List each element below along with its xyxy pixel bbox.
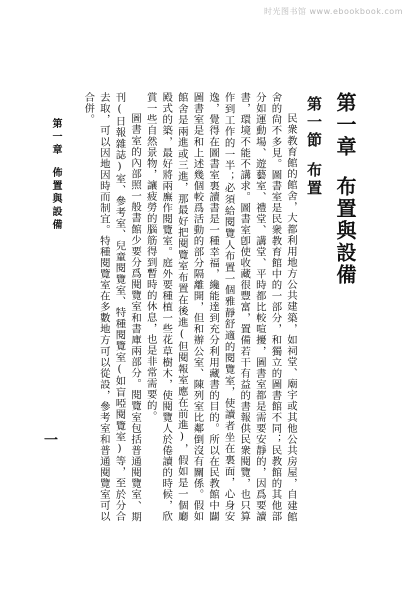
chapter-title: 布置與設備 xyxy=(333,176,357,286)
running-footer xyxy=(48,118,63,232)
watermark-text: 时光图书馆 www.ebookbook.com xyxy=(263,7,403,16)
chapter-heading xyxy=(331,92,360,522)
chapter-number: 第一章 xyxy=(333,92,357,158)
page-number: 一 xyxy=(44,433,58,449)
footer-title: 佈置與設備 xyxy=(50,167,61,232)
paragraph: 民衆教育館的館舍，大都利用地方公共建築，如祠堂、廟宇或其他公共房屋，自建館舍的尙不多見。圖書室是民衆教育館中的一部分，和獨立的圖書館不同；民教館的其他部分如運動場、遊藝室、禮堂、講堂、平時都比較喧擾，圖書室都是需要安靜的，因爲要讀書，環境不能不講求。圖書室卽使收藏很豐富，置備若干有益的書報供民衆閱覽，也只算作到工作的一半；必須給閱覽人布置一個雅靜舒適的閱覽室，使讀者坐在裏面，心身安逸，覺得在圖書室裏讀書是一種幸福，纔能達到充分利用藏書的目的。所以在民教館中闢圖書室是和上述幾個較爲活動的部分隔離開，但和辦公室、陳列室比鄰倒沒有關係。假如館舍是兩進或三進，那最好把閱覽室布置在後進(但閱報室應在前進)，假如是一個廳殿式的築，最好將兩廡作閱覽室。庭外要種植一些花草樹木，使閱覽人於倦讀的時候，欣賞一些自然景物，讓疲勞的腦筋得到暫時的休息，也是非常需要的。 xyxy=(144,92,297,522)
section-heading xyxy=(304,92,325,522)
paragraph: 圖書室的內部照一般書館少要分爲閱覽室和書庫兩部分。閱覽室包括普通閱覽室、期刊(日報雜誌)室、參考室、兒童閱覽室、特種閱覽室(如盲啞閱覽室)等，至於分合去取，可以因地因時而制宜。特種閱覽室在多數地方可以從設，參考室和普通閱覽室可以合併。 xyxy=(82,92,142,522)
page-body xyxy=(60,92,360,522)
section-number: 第一節 xyxy=(305,96,323,150)
footer-chapter: 第一章 xyxy=(50,118,61,157)
section-title: 布置 xyxy=(305,162,323,198)
